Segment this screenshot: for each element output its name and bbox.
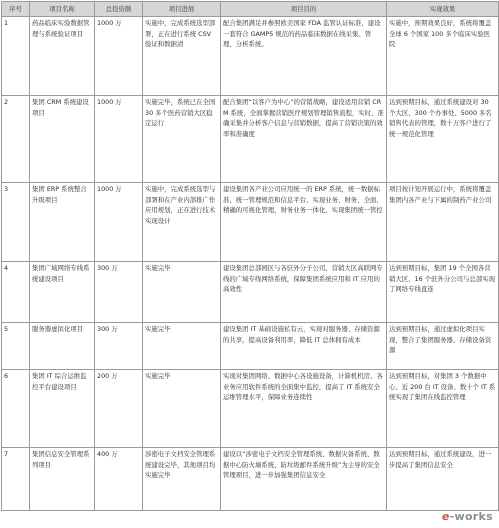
cell-purpose: 实现对集团网络、数据中心各设施设备，计算机机房、各业务应用软件系统的全面集中监控，提高了 IT 系统安全运维管理水平，保障业务连续性 [221, 370, 387, 448]
cell-purpose: 配合集团“以客户为中心”的营销战略，建设适用营销 CRM 系统，全面掌握营销医疗规划管理销售流程，实时、准确采集并分析客户信息与营销数据，提高了营销决策的效率和准确度 [221, 96, 387, 183]
cell-no: 4 [2, 262, 30, 323]
cell-effect: 达到预期目标，对集团 3 个数据中心、近 200 台 IT 设备、数十个 IT 系统实现了集团在线监控管理 [387, 370, 499, 448]
cell-effect: 达到预期目标，集团 19 个全国各营销大区、16 个驻外分公司与总部实现了网络专线直连 [387, 262, 499, 323]
header-purpose: 项目目的 [221, 2, 387, 17]
cell-progress: 实施完毕，系统已在全国 30 多个医药营销大区稳定运行 [143, 96, 221, 183]
cell-effect: 达到预期目标，通过系统建设对 30 个大区、300 个办事处、5000 多名销售代表的管理，数十万客户进行了统一规范化管理 [387, 96, 499, 183]
cell-budget: 200 万 [95, 370, 143, 448]
cell-budget: 1000 万 [95, 96, 143, 183]
cell-budget: 1000 万 [95, 183, 143, 262]
cell-project-name: 集团广域网络专线系统建设项目 [30, 262, 95, 323]
table-row [2, 370, 499, 448]
cell-project-name: 服务器虚拟化项目 [30, 323, 95, 370]
cell-budget: 300 万 [95, 323, 143, 370]
cell-no: 3 [2, 183, 30, 262]
cell-project-name: 集团 ERP 系统整合升级项目 [30, 183, 95, 262]
cell-purpose: 建设以“涉密电子文档安全管理系统、数据灾备系统、数据中心防火墙系统、防垃圾邮件系统升级”为主导的安全管理项目，进一步加强集团信息安全 [221, 448, 387, 511]
cell-effect: 达到预期目标，通过系统建设，进一步提高了集团信息安全 [387, 448, 499, 511]
cell-budget: 400 万 [95, 448, 143, 511]
cell-progress: 实施完毕 [143, 323, 221, 370]
project-table [1, 1, 499, 511]
header-effect: 实现效果 [387, 2, 499, 17]
cell-no: 2 [2, 96, 30, 183]
cell-purpose: 建设集团各产业公司应用统一的 ERP 系统，统一数据标准、统一管理规范和信息平台、实现业务、财务、全面、精确的可视化管理，财务业务一体化，实现集团统一管控 [221, 183, 387, 262]
watermark-logo: e-works [442, 510, 493, 523]
table-header-row [2, 2, 499, 17]
header-budget: 总投资额 [95, 2, 143, 17]
cell-effect: 达到预期目标，通过虚拟化项目实现，整合了集团服务器、存储设备资源 [387, 323, 499, 370]
cell-progress: 涉密电子文档安全管理系统建设完毕，其他项目均实施完毕 [143, 448, 221, 511]
header-no: 序号 [2, 2, 30, 17]
cell-no: 7 [2, 448, 30, 511]
cell-project-name: 集团 IT 综合运维监控平台建设项目 [30, 370, 95, 448]
cell-progress: 实施中，完成系统选型部署，正在进行系统 CSV 验证和数据清 [143, 17, 221, 96]
table-row [2, 448, 499, 511]
cell-purpose: 配合集团满足并参照欧美国家 FDA 监管认证标准，建设一套符合 GAMP5 规范的药品临床数据在线采集、管理、分析系统。 [221, 17, 387, 96]
cell-effect: 项目按计划开展运行中，系统将覆盖集团内各产业与下属的制药产业公司 [387, 183, 499, 262]
cell-no: 5 [2, 323, 30, 370]
header-progress: 项目进展 [143, 2, 221, 17]
cell-project-name: 集团信息安全管理系列项目 [30, 448, 95, 511]
table-row [2, 262, 499, 323]
cell-no: 6 [2, 370, 30, 448]
cell-budget: 1000 万 [95, 17, 143, 96]
table-row [2, 96, 499, 183]
cell-budget: 300 万 [95, 262, 143, 323]
cell-purpose: 建设集团总部园区与各驻外分子公司、营销大区高联网专线的广域专线网络系统，保障集团系统应用和 IT 应用的高效性 [221, 262, 387, 323]
cell-project-name: 药品临床实验数据管理与系统验证项目 [30, 17, 95, 96]
cell-purpose: 建设集团 IT 基础设施私有云，实现对服务器、存储资源的共享，提高设备利用率，降低 IT 总体拥有成本 [221, 323, 387, 370]
cell-progress: 实施中，完成系统选型与部署和在产业内部推广作应用规划，正在进行技术实现设计 [143, 183, 221, 262]
table-row [2, 183, 499, 262]
cell-no: 1 [2, 17, 30, 96]
table-row [2, 17, 499, 96]
cell-progress: 实施完毕 [143, 370, 221, 448]
table-row [2, 323, 499, 370]
header-project-name: 项目名称 [30, 2, 95, 17]
cell-project-name: 集团 CRM 系统建设项目 [30, 96, 95, 183]
cell-progress: 实施完毕 [143, 262, 221, 323]
cell-effect: 实施中，预期效果良好，系统将覆盖全球 6 个国家 100 多个临床实验医院 [387, 17, 499, 96]
